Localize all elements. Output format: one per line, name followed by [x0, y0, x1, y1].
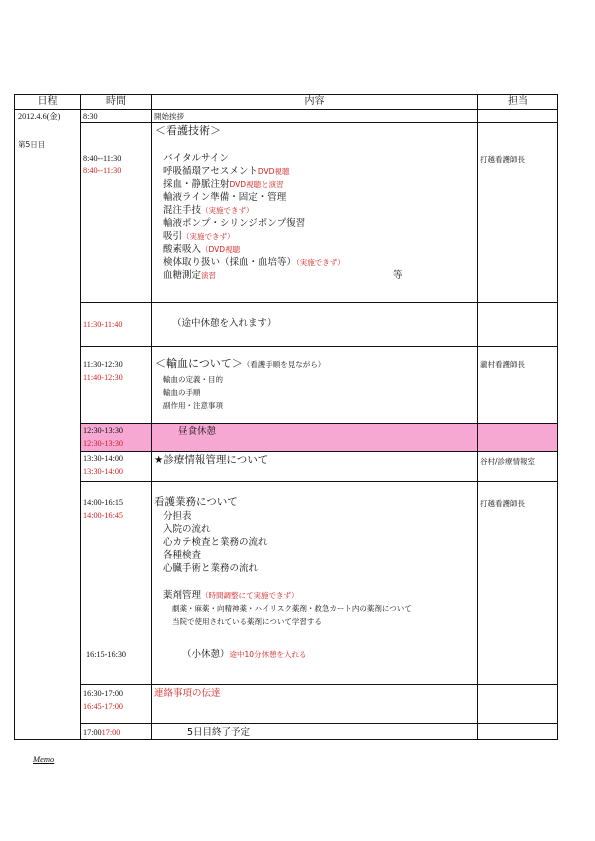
- drug-management: 薬剤管理（時間調整にて実施できず）: [163, 590, 299, 601]
- day-label: 第5日目: [18, 140, 46, 149]
- row-divider: [80, 481, 557, 482]
- lunch-time-actual: 12:30-13:30: [83, 439, 124, 448]
- duties-item: 各種検査: [163, 550, 202, 561]
- header-content: 内容: [304, 96, 325, 107]
- header-staff: 担当: [508, 96, 528, 107]
- short-break: （小休憩）途中10分休憩を入れる: [182, 649, 307, 660]
- transfusion-item: 輸血の手順: [163, 388, 201, 397]
- lunch-content: 昼食休憩: [178, 426, 217, 437]
- opening-time: 8:30: [83, 112, 98, 121]
- break-content: （途中休憩を入れます）: [172, 318, 277, 329]
- nursing-item: バイタルサイン: [163, 153, 229, 164]
- nursing-heading: ＜看護技術＞: [155, 124, 221, 137]
- schedule-table: [14, 94, 558, 740]
- row-divider: [80, 451, 557, 452]
- contact-content: 連絡事項の伝達: [154, 688, 221, 699]
- duties-heading: 看護業務について: [154, 496, 238, 508]
- nursing-item: 混注手技（実施できず）: [163, 205, 254, 216]
- row-divider: [80, 122, 557, 123]
- duties-item: 心カテ検査と業務の流れ: [163, 537, 268, 548]
- nursing-item: 吸引（実施できず）: [163, 231, 235, 242]
- end-time: 17:0017:00: [83, 728, 121, 737]
- row-divider: [80, 302, 557, 303]
- transfusion-item: 副作用・注意事項: [163, 401, 223, 410]
- header-divider: [15, 109, 557, 110]
- row-divider: [80, 346, 557, 347]
- duties-staff: 打越看護師長: [480, 499, 525, 508]
- records-staff: 谷村/診療情報室: [480, 457, 536, 466]
- contact-time-actual: 16:45-17:00: [83, 702, 124, 711]
- records-time-actual: 13:30-14:00: [83, 467, 124, 476]
- nursing-item: 呼吸循環アセスメントDVD視聴: [163, 166, 290, 177]
- nursing-item: 検体取り扱い（採血・血培等）（実施できず）: [163, 257, 345, 268]
- break-time: 11:30-11:40: [83, 320, 123, 329]
- opening-content: 開始挨拶: [154, 112, 184, 121]
- row-divider: [80, 684, 557, 685]
- drug-line: 当院で使用されている薬剤について学習する: [172, 617, 322, 626]
- duties-item: 入院の流れ: [163, 524, 211, 535]
- transfusion-heading: ＜輸血について＞（看護手順を見ながら）: [155, 357, 326, 370]
- nursing-item: 輸液ライン準備・固定・管理: [163, 192, 287, 203]
- duties-time: 14:00-16:15: [83, 498, 124, 507]
- nursing-item: 血糖測定演習: [163, 270, 217, 281]
- transfusion-time: 11:30-12:30: [83, 360, 123, 369]
- duties-item: 分担表: [163, 511, 192, 522]
- col-divider-content: [477, 95, 478, 739]
- row-divider: [80, 423, 557, 424]
- duties-item: 心臓手術と業務の流れ: [163, 563, 259, 574]
- transfusion-item: 輸血の定義・目的: [163, 375, 223, 384]
- contact-time: 16:30-17:00: [83, 689, 124, 698]
- col-divider-date: [80, 95, 81, 739]
- drug-line: 劇薬・麻薬・向精神薬・ハイリスク薬剤・救急カート内の薬剤について: [172, 604, 412, 613]
- transfusion-time-actual: 11:40-12:30: [83, 373, 123, 382]
- nursing-time: 8:40--11:30: [83, 154, 122, 163]
- memo-label: Memo: [33, 754, 55, 764]
- records-time: 13:30-14:00: [83, 454, 124, 463]
- transfusion-staff: 瀧村看護師長: [480, 360, 525, 369]
- nursing-staff: 打越看護師長: [480, 155, 525, 164]
- short-break-time: 16:15-16:30: [86, 650, 127, 659]
- nursing-item: 酸素吸入（DVD視聴: [163, 244, 241, 255]
- end-content: 5日目終了予定: [187, 727, 251, 738]
- nursing-time-actual: 8:40--11:30: [83, 166, 122, 175]
- col-divider-time: [151, 95, 152, 739]
- row-divider: [80, 723, 557, 724]
- lunch-time: 12:30-13:30: [83, 426, 124, 435]
- nursing-etc: 等: [393, 270, 403, 281]
- day-date: 2012.4.6(金): [18, 112, 61, 121]
- header-time: 時間: [106, 96, 126, 107]
- lunch-highlight: [81, 423, 557, 451]
- nursing-item: 採血・静脈注射DVD視聴と演習: [163, 179, 284, 190]
- nursing-item: 輸液ポンプ・シリンジポンプ復習: [163, 218, 306, 229]
- records-content: ★診療情報管理について: [154, 454, 269, 466]
- header-date: 日程: [37, 96, 58, 107]
- duties-time-actual: 14:00-16:45: [83, 511, 124, 520]
